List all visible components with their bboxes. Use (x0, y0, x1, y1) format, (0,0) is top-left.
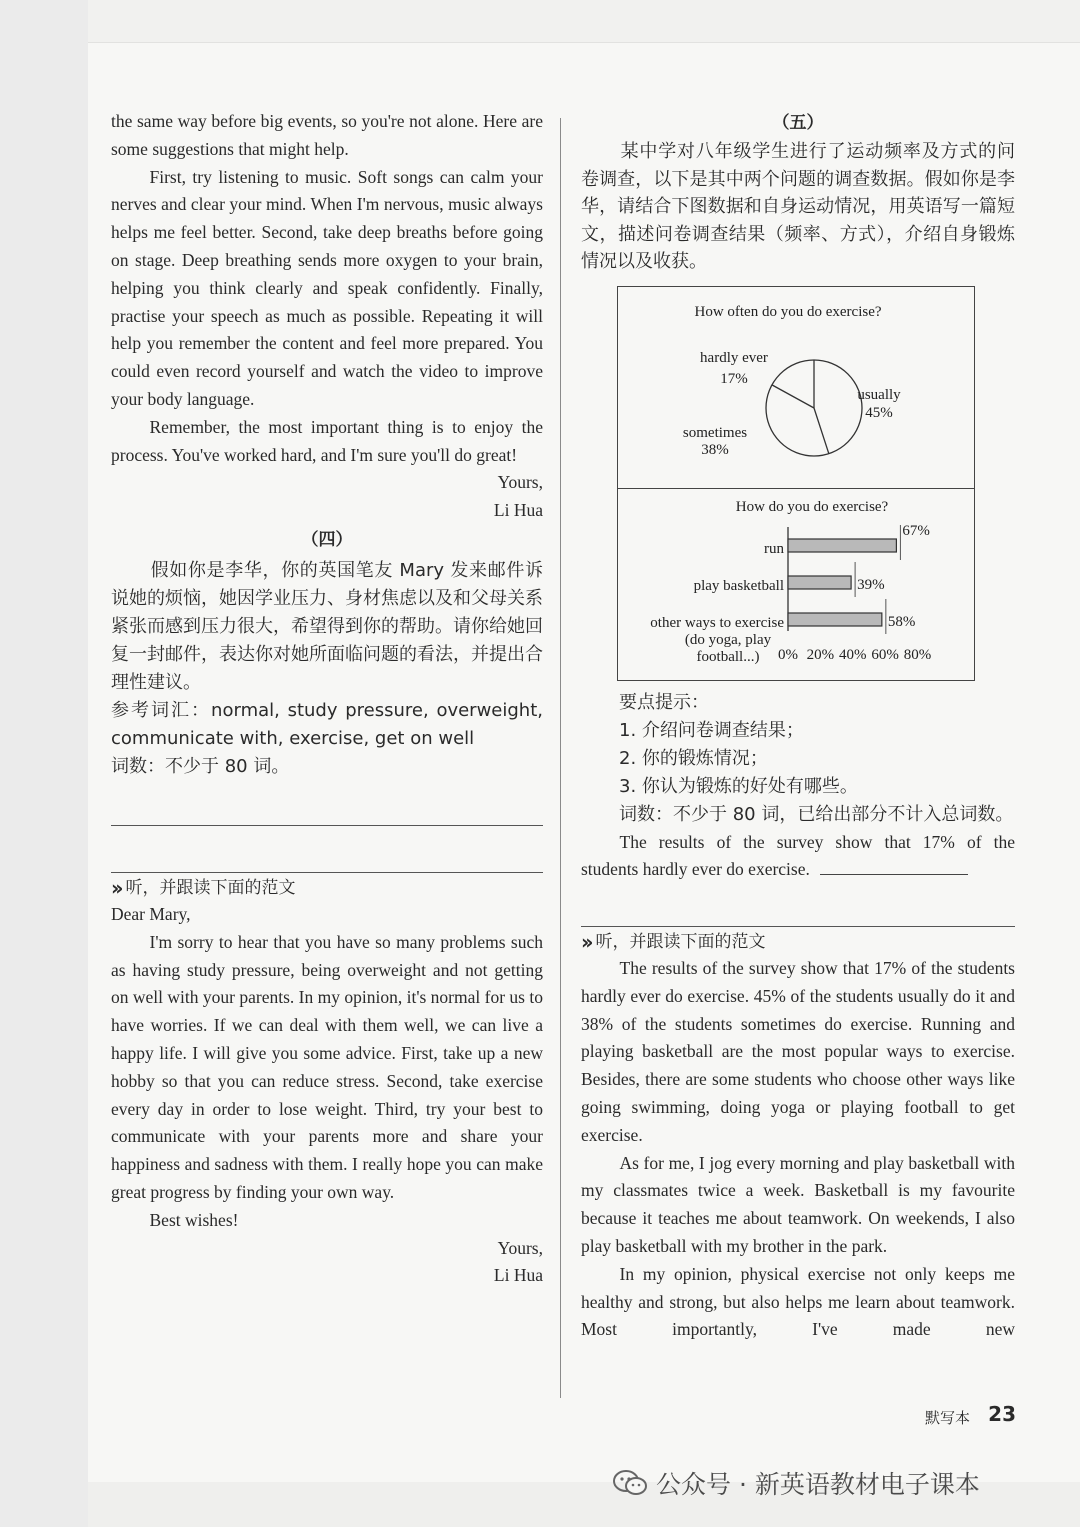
pie-label-usually: usually (857, 386, 901, 403)
pie-value-sometimes: 38% (701, 441, 729, 458)
bar-value-label: 58% (887, 613, 916, 630)
pie-slice-edge (772, 384, 814, 407)
bar-x-tick: 0% (778, 646, 798, 663)
model-greeting: Dear Mary, (111, 903, 191, 924)
double-chevron-icon: ›› (581, 930, 590, 955)
model-paragraph: As for me, I jog every morning and play basketball with my classmates twice a week. Basketball is my favourite because it teaches me about teamwork. On weekends, I also play basketball with my brother in the park. (581, 1152, 1015, 1257)
answer-blank (820, 858, 968, 875)
listen-heading-label: 听，并跟读下面的范文 (125, 877, 296, 898)
listen-heading (581, 929, 1015, 955)
section-4-vocab: 参考词汇：normal, study pressure, overweight, communicate with, exercise, get on well (111, 699, 543, 749)
bar-x-tick: 60% (871, 646, 899, 663)
letter-sign-name: Li Hua (493, 500, 543, 521)
bar (788, 613, 882, 626)
section-4-title: （四） (301, 529, 353, 550)
letter-paragraph: First, try listening to music. Soft songs can calm your nerves and clear your mind. When I'm nervous, music always helps me feel better. Second, take deep breaths before going on stage. Deep breathing sends more oxygen to your brain, helping you think clearly and speak confidently. Finally, practise your speech as much as possible. Repeating it will help you remember the content and feel more prepared. You could even record yourself and watch the video to improve your body language. (111, 166, 543, 409)
tips-title: 要点提示： (619, 691, 709, 713)
model-paragraph: In my opinion, physical exercise not only keeps me healthy and strong, but also helps me learn about teamwork. Most importantly, I've made new (581, 1263, 1015, 1340)
section-rule (111, 872, 543, 873)
section-4-prompt: 假如你是李华，你的英国笔友 Mary 发来邮件诉说她的烦恼，她因学业压力、身材焦虑以及和父母关系紧张而感到压力很大，希望得到你的帮助。请你给她回复一封邮件，表达你对她所面临问题的看法，并提出合理性建议。 (111, 559, 543, 693)
bar-category-other-line3: football...) (696, 648, 760, 665)
bar-category-run: run (764, 540, 784, 557)
given-start-line1: The results of the survey show that 17% of the (619, 831, 1015, 852)
right-column (581, 108, 1015, 1344)
wechat-icon (612, 1469, 648, 1497)
listen-heading-label: 听，并跟读下面的范文 (595, 932, 766, 953)
letter-paragraph: Remember, the most important thing is to enjoy the process. You've worked hard, and I'm sure you'll do great! (111, 416, 543, 465)
bar-x-tick: 80% (903, 646, 932, 663)
bar-category-basketball: play basketball (693, 577, 784, 594)
listen-heading (111, 875, 543, 901)
given-start-line2 (581, 856, 1015, 884)
page-number: 23 (988, 1402, 1016, 1426)
pie-chart-title: How often do you do exercise? (694, 303, 882, 320)
letter-sign-yours: Yours, (497, 472, 543, 493)
word-count-note: 词数：不少于 80 词，已给出部分不计入总词数。 (619, 803, 1014, 825)
header-band (88, 0, 1080, 43)
model-closing: Best wishes! (149, 1209, 239, 1230)
tip-item: 2. 你的锻炼情况； (619, 747, 768, 769)
section-rule (581, 926, 1015, 927)
pie-label-hardly-ever: hardly ever (700, 349, 768, 366)
section-5-title: （五） (772, 113, 824, 133)
section-5-prompt: 某中学对八年级学生进行了运动频率及方式的问卷调查，以下是其中两个问题的调查数据。假如你是李华，请结合下图数据和自身运动情况，用英语写一篇短文，描述问卷调查结果（频率、方式），介绍自身锻炼情况以及收获。 (581, 141, 1015, 272)
bar-value-label: 67% (902, 522, 930, 539)
letter-paragraph: the same way before big events, so you're not alone. Here are some suggestions that might help. (111, 111, 543, 159)
pie-value-usually: 45% (865, 404, 893, 421)
bar-chart-panel (618, 488, 974, 680)
footer-label: 默写本 (924, 1409, 970, 1427)
given-start-text: students hardly ever do exercise. (581, 859, 810, 880)
bar-category-other: other ways to exercise (650, 614, 784, 631)
tip-item: 3. 你认为锻炼的好处有哪些。 (619, 775, 858, 797)
bar-category-other-line2: (do yoga, play (684, 631, 772, 648)
pie-value-hardly-ever: 17% (720, 370, 748, 387)
bar-x-tick: 20% (806, 646, 835, 663)
model-paragraph: The results of the survey show that 17% of the students hardly ever do exercise. 45% of the students usually do it and 38% of the students sometimes do exercise. Running and playing basketball are the most popular ways to exercise. Besides, there are some students who choose other ways like going swimming, doing yoga or playing football to get exercise. (581, 958, 1015, 1145)
watermark-text: 公众号 · 新英语教材电子课本 (656, 1470, 980, 1499)
pie-chart-panel (618, 287, 974, 488)
section-4-word-count: 词数：不少于 80 词。 (111, 755, 290, 777)
pie-slice-edge (814, 408, 829, 454)
bar-chart (618, 489, 974, 675)
bar (788, 576, 851, 589)
pie-chart (618, 287, 974, 483)
model-sign-name: Li Hua (493, 1265, 543, 1286)
bar-chart-title: How do you do exercise? (735, 498, 889, 515)
model-paragraph: I'm sorry to hear that you have so many problems such as having study pressure, being overweight and not getting on well with your parents. In my opinion, it's normal for us to have worries. If we can deal with them well, we can live a happy life. I will give you some advice. First, take up a new hobby so that you can reduce stress. Second, take exercise every day in order to lose weight. Third, try your best to communicate with your parents more and share your happiness and sadness with them. I really hope you can make great progress by finding your own way. (111, 931, 543, 1202)
bar-x-tick: 40% (838, 646, 867, 663)
tip-item: 1. 介绍问卷调查结果； (619, 719, 804, 741)
watermark (612, 1465, 980, 1501)
model-sign-yours: Yours, (497, 1237, 543, 1258)
left-column (111, 108, 543, 1290)
bar-value-label: 39% (857, 576, 885, 593)
double-chevron-icon: ›› (111, 875, 120, 900)
pie-label-sometimes: sometimes (682, 424, 748, 441)
survey-charts (617, 286, 975, 681)
column-divider (560, 118, 561, 1398)
bar (788, 539, 896, 552)
